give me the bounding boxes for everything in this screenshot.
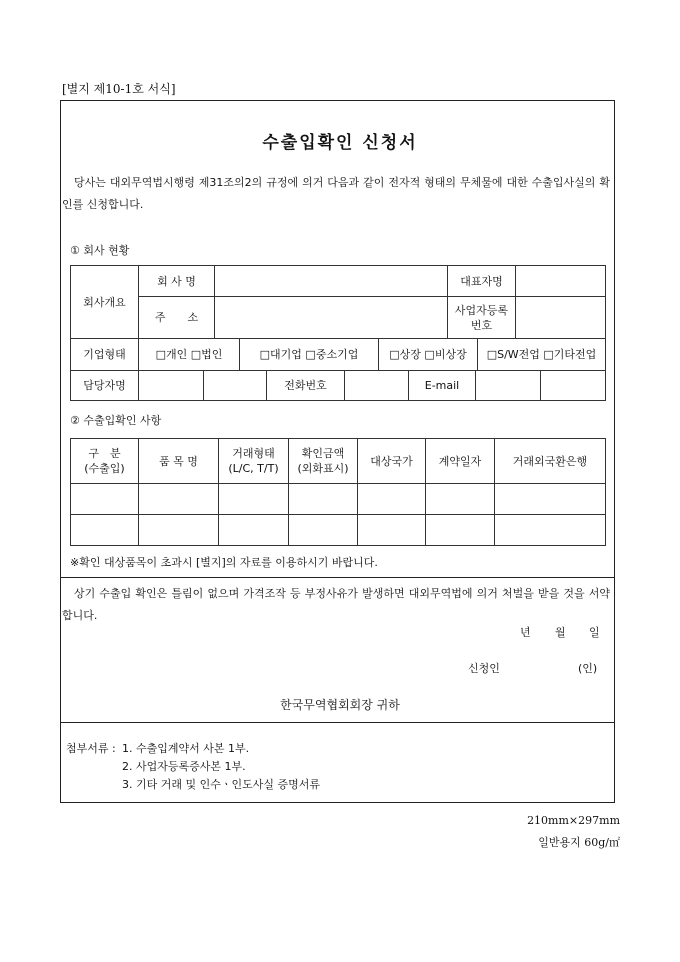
header-country: 대상국가: [358, 439, 426, 484]
option-business[interactable]: □S/W전업 □기타전업: [478, 339, 606, 371]
manager-label: 담당자명: [71, 371, 139, 401]
email-field[interactable]: [476, 371, 541, 401]
paper-type: 일반용지 60g/㎡: [538, 836, 620, 849]
attachments-label: 첨부서류 :: [66, 742, 116, 755]
cell[interactable]: [219, 515, 289, 546]
cell[interactable]: [219, 484, 289, 515]
overview-label: 회사개요: [71, 266, 139, 339]
option-listing[interactable]: □상장 □비상장: [379, 339, 478, 371]
cell[interactable]: [358, 484, 426, 515]
biz-reg-label-1: 사업자등록: [454, 303, 509, 317]
cell[interactable]: [358, 515, 426, 546]
ceo-label: 대표자명: [448, 266, 516, 297]
phone-field[interactable]: [345, 371, 409, 401]
manager-field[interactable]: [139, 371, 204, 401]
header-amount: 확인금액 (외화표시): [289, 439, 358, 484]
email-field-2[interactable]: [541, 371, 606, 401]
manager-field-2[interactable]: [204, 371, 267, 401]
applicant-label: 신청인: [468, 662, 500, 675]
date-day: 일: [589, 626, 600, 639]
form-title: 수출입확인 신청서: [262, 133, 418, 153]
company-type-label: 기업형태: [71, 339, 139, 371]
cell[interactable]: [495, 484, 606, 515]
option-ownership[interactable]: □개인 □법인: [139, 339, 240, 371]
company-table: [70, 265, 606, 339]
cell[interactable]: [426, 515, 495, 546]
header-bank: 거래외국환은행: [495, 439, 606, 484]
attachment-item: 2. 사업자등록증사본 1부.: [122, 760, 246, 773]
table-row: [71, 515, 606, 546]
contact-table: [70, 370, 606, 401]
header-trade-type: 거래형태 (L/C, T/T): [219, 439, 289, 484]
option-size[interactable]: □대기업 □중소기업: [240, 339, 379, 371]
attachment-item: 1. 수출입계약서 사본 1부.: [122, 742, 250, 755]
cell[interactable]: [289, 484, 358, 515]
date-month: 월: [555, 626, 566, 639]
table-row: [71, 484, 606, 515]
attachment-item: 3. 기타 거래 및 인수ㆍ인도사실 증명서류: [122, 778, 320, 791]
cell[interactable]: [71, 484, 139, 515]
cell[interactable]: [71, 515, 139, 546]
company-name-label: 회 사 명: [139, 266, 215, 297]
company-type-table: [70, 338, 606, 371]
company-name-field[interactable]: [215, 266, 448, 297]
pledge-text: 상기 수출입 확인은 틀림이 없으며 가격조작 등 부정사유가 발생하면 대외무역법에 의거 처벌을 받을 것을 서약합니다.: [62, 587, 610, 622]
seal-label: (인): [578, 662, 598, 675]
biz-reg-label: [448, 297, 516, 339]
cell[interactable]: [495, 515, 606, 546]
biz-reg-label-2: 번호: [470, 318, 493, 332]
cell[interactable]: [139, 515, 219, 546]
form-label: [별지 제10-1호 서식]: [62, 82, 176, 96]
paper-size: 210mm×297mm: [527, 814, 620, 827]
cell[interactable]: [426, 484, 495, 515]
biz-reg-field[interactable]: [516, 297, 606, 339]
divider: [61, 722, 614, 723]
email-label: E-mail: [409, 371, 476, 401]
addressee: 한국무역협회회장 귀하: [280, 698, 400, 712]
section1-heading: ① 회사 현황: [70, 244, 130, 257]
header-category: 구 분 (수출입): [71, 439, 139, 484]
trade-header-row: [71, 439, 606, 484]
intro-text: 당사는 대외무역법시행령 제31조의2의 규정에 의거 다음과 같이 전자적 형태의 무체물에 대한 수출입사실의 확인를 신청합니다.: [62, 176, 610, 211]
cell[interactable]: [289, 515, 358, 546]
phone-label: 전화번호: [267, 371, 345, 401]
address-field[interactable]: [215, 297, 448, 339]
cell[interactable]: [139, 484, 219, 515]
section2-heading: ② 수출입확인 사항: [70, 414, 162, 427]
address-label: 주 소: [139, 297, 215, 339]
header-contract-date: 계약일자: [426, 439, 495, 484]
divider: [61, 577, 614, 578]
ceo-field[interactable]: [516, 266, 606, 297]
table-note: ※확인 대상품목이 초과시 [별지]의 자료를 이용하시기 바랍니다.: [70, 556, 378, 569]
header-item: 품 목 명: [139, 439, 219, 484]
trade-table: [70, 438, 606, 546]
date-year: 년: [520, 626, 531, 639]
